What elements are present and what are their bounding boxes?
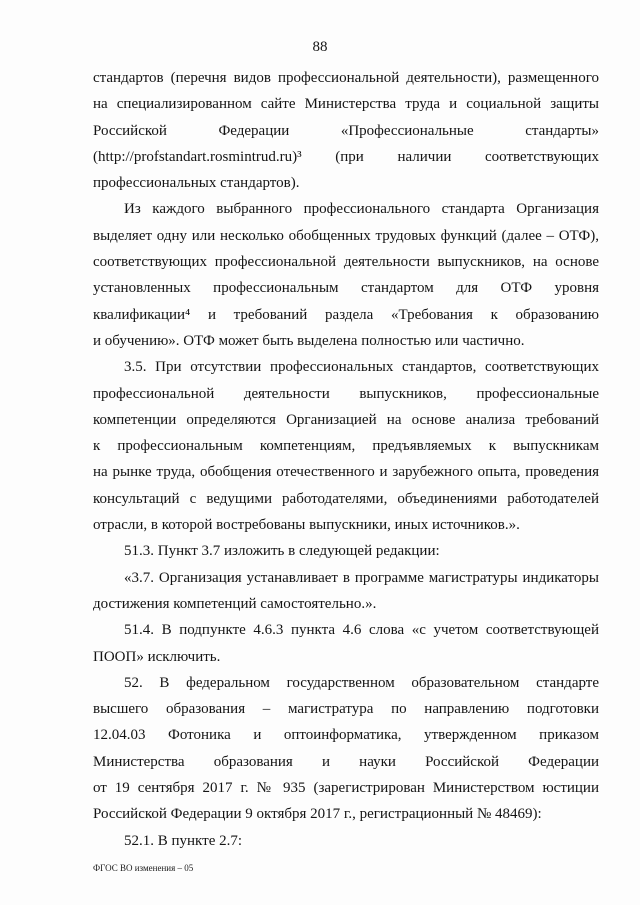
text-line: отрасли, в которой востребованы выпускники, иных источников.».	[93, 517, 520, 534]
text-line: профессиональной деятельности выпускников, профессиональные	[93, 385, 599, 402]
text-line: соответствующих профессиональной деятельности выпускников, на основе	[93, 254, 599, 271]
text-line: консультаций с ведущими работодателями, объединениями работодателей	[93, 490, 599, 507]
paragraph	[93, 354, 599, 538]
paragraph	[93, 828, 599, 854]
text-line: 51.4. В подпункте 4.6.3 пункта 4.6 слова «с учетом соответствующей	[124, 622, 599, 639]
text-line: выделяет одну или несколько обобщенных трудовых функций (далее – ОТФ),	[93, 227, 599, 244]
text-line: профессиональных стандартов).	[93, 175, 300, 192]
paragraph	[93, 565, 599, 618]
text-line: 12.04.03 Фотоника и оптоинформатика, утвержденном приказом	[93, 727, 599, 744]
page-number: 88	[312, 39, 328, 55]
text-line: Российской Федерации 9 октября 2017 г., регистрационный № 48469):	[93, 806, 542, 823]
text-line: 3.5. При отсутствии профессиональных стандартов, соответствующих	[124, 359, 599, 376]
paragraph	[93, 65, 599, 196]
text-line: на рынке труда, обобщения отечественного и зарубежного опыта, проведения	[93, 464, 599, 481]
text-line: компетенции определяются Организацией на основе анализа требований	[93, 411, 599, 428]
text-line: 52.1. В пункте 2.7:	[124, 832, 243, 849]
text-line: Министерства образования и науки Российской Федерации	[93, 753, 599, 770]
text-line: на специализированном сайте Министерства труда и социальной защиты	[93, 96, 599, 113]
text-line: достижения компетенций самостоятельно.».	[93, 595, 377, 612]
text-line: к профессиональным компетенциям, предъявляемых к выпускникам	[93, 438, 599, 455]
paragraph	[93, 196, 599, 354]
text-line: установленных профессиональным стандартом для ОТФ уровня	[93, 280, 599, 297]
text-line: от 19 сентября 2017 г. № 935 (зарегистрирован Министерством юстиции	[93, 780, 599, 797]
text-line: (http://profstandart.rosmintrud.ru)³ (при наличии соответствующих	[93, 148, 599, 165]
text-line: и обучению». ОТФ может быть выделена полностью или частично.	[93, 332, 525, 349]
body-text	[93, 65, 599, 854]
text-line: 51.3. Пункт 3.7 изложить в следующей редакции:	[124, 543, 440, 560]
text-line: стандартов (перечня видов профессиональной деятельности), размещенного	[93, 70, 599, 86]
text-line: Из каждого выбранного профессионального стандарта Организация	[124, 201, 599, 218]
text-line: Российской Федерации «Профессиональные стандарты»	[93, 122, 599, 139]
footer-note: ФГОС ВО изменения – 05	[93, 863, 194, 873]
text-line: 52. В федеральном государственном образовательном стандарте	[124, 674, 599, 691]
paragraph	[93, 538, 599, 564]
paragraph	[93, 617, 599, 670]
text-line: высшего образования – магистратура по направлению подготовки	[93, 701, 599, 718]
text-line: квалификации⁴ и требований раздела «Требования к образованию	[93, 306, 599, 323]
text-line: «3.7. Организация устанавливает в программе магистратуры индикаторы	[124, 569, 599, 586]
paragraph	[93, 670, 599, 828]
text-line: ПООП» исключить.	[93, 648, 221, 665]
